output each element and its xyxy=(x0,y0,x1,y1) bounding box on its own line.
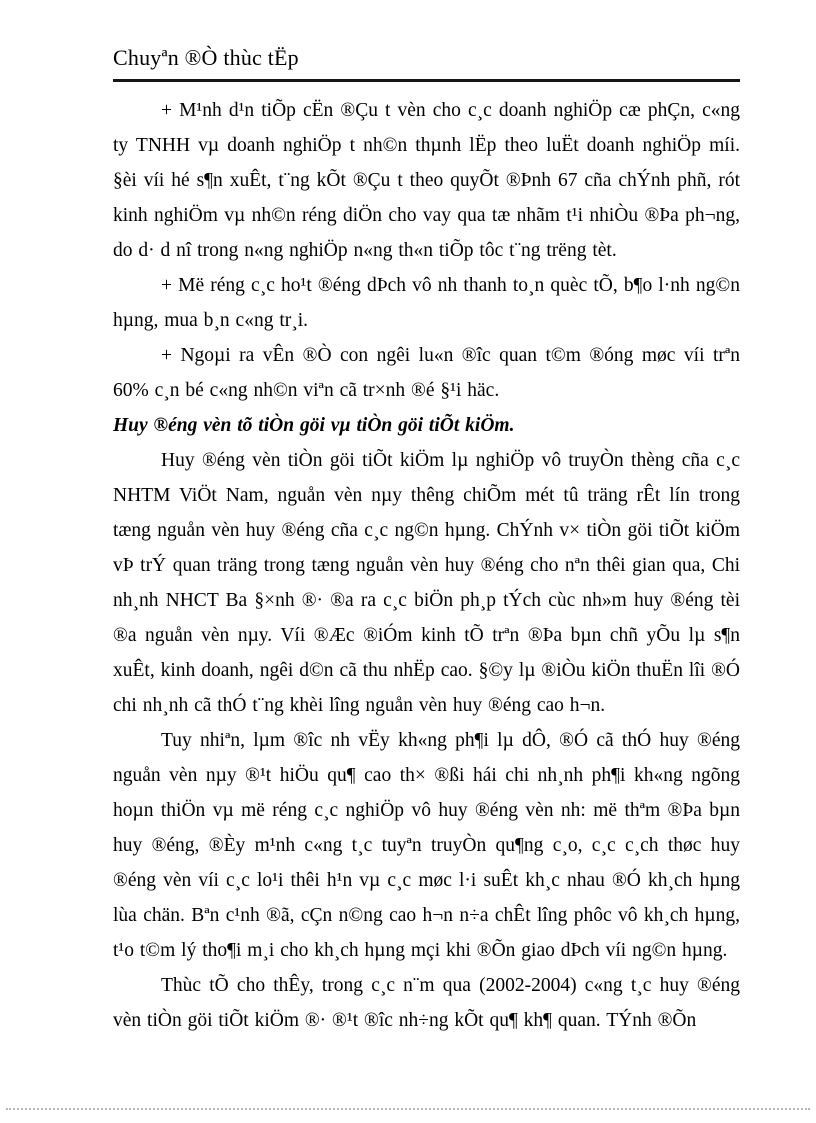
body-paragraph: + Ngoµi ra vÊn ®Ò con ngêi lu«n ®îc quan t©m ®óng møc víi trªn 60% c¸n bé c«ng nh©n viªn cã tr×nh ®é §¹i häc. xyxy=(113,345,740,401)
header-title: Chuyªn ®Ò thùc tËp xyxy=(113,45,299,70)
body-paragraph: Huy ®éng vèn tiÒn göi tiÕt kiÖm lµ nghiÖp vô truyÒn thèng cña c¸c NHTM ViÖt Nam, nguån vèn nµy thêng chiÕm mét tû träng rÊt lín trong tæng nguån vèn huy ®éng cña c¸c ng©n hµng. ChÝnh v× tiÒn göi tiÕt kiÖm vÞ trÝ quan träng trong tæng nguån vèn huy ®éng cho nªn thêi gian qua, Chi nh¸nh NHCT Ba §×nh ®· ®a ra c¸c biÖn ph¸p tÝch cùc nh»m huy ®éng tèi ®a nguån vèn nµy. Víi ®Æc ®iÓm kinh tÕ trªn ®Þa bµn chñ yÕu lµ s¶n xuÊt, kinh doanh, ngêi d©n cã thu nhËp cao. §©y lµ ®iÒu kiÖn thuËn lîi ®Ó chi nh¸nh cã thÓ t¨ng khèi lîng nguån vèn huy ®éng cao h¬n. xyxy=(113,450,740,716)
body-paragraph: + Më réng c¸c ho¹t ®éng dÞch vô nh thanh to¸n quèc tÕ, b¶o l·nh ng©n hµng, mua b¸n c«ng tr¸i. xyxy=(113,275,740,331)
page-header xyxy=(113,44,740,82)
body-paragraph: Tuy nhiªn, lµm ®îc nh vËy kh«ng ph¶i lµ dÔ, ®Ó cã thÓ huy ®éng nguån vèn nµy ®¹t hiÖu qu¶ cao th× ®ßi hái chi nh¸nh ph¶i kh«ng ngõng hoµn thiÖn vµ më réng c¸c nghiÖp vô huy ®éng vèn nh: më thªm ®Þa bµn huy ®éng, ®Èy m¹nh c«ng t¸c tuyªn truyÒn qu¶ng c¸o, c¸c c¸ch thøc huy ®éng vèn víi c¸c lo¹i thêi h¹n vµ c¸c møc l·i suÊt kh¸c nhau ®Ó kh¸ch hµng lùa chän. Bªn c¹nh ®ã, cÇn n©ng cao h¬n n÷a chÊt lîng phôc vô kh¸ch hµng, t¹o t©m lý tho¶i m¸i cho kh¸ch hµng mçi khi ®Õn giao dÞch víi ng©n hµng. xyxy=(113,730,740,961)
header-rule xyxy=(113,79,740,82)
footer-dotted-rule xyxy=(6,1108,810,1110)
document-body xyxy=(113,93,740,1038)
section-heading: Huy ®éng vèn tõ tiÒn göi vµ tiÒn göi tiÕt kiÖm. xyxy=(113,415,515,436)
body-paragraph: Thùc tÕ cho thÊy, trong c¸c n¨m qua (2002-2004) c«ng t¸c huy ®éng vèn tiÒn göi tiÕt kiÖm ®· ®¹t ®îc nh÷ng kÕt qu¶ kh¶ quan. TÝnh ®Õn xyxy=(113,975,740,1031)
body-paragraph: + M¹nh d¹n tiÕp cËn ®Çu t vèn cho c¸c doanh nghiÖp cæ phÇn, c«ng ty TNHH vµ doanh nghiÖp t nh©n thµnh lËp theo luËt doanh nghiÖp míi. §èi víi hé s¶n xuÊt, t¨ng kÕt ®Çu t theo quyÕt ®Þnh 67 cña chÝnh phñ, rót kinh nghiÖm vµ nh©n réng diÖn cho vay qua tæ nhãm t¹i nhiÒu ®Þa ph¬ng, do d· d nî trong n«ng nghiÖp n«ng th«n tiÕp tôc t¨ng trëng tèt. xyxy=(113,100,740,261)
